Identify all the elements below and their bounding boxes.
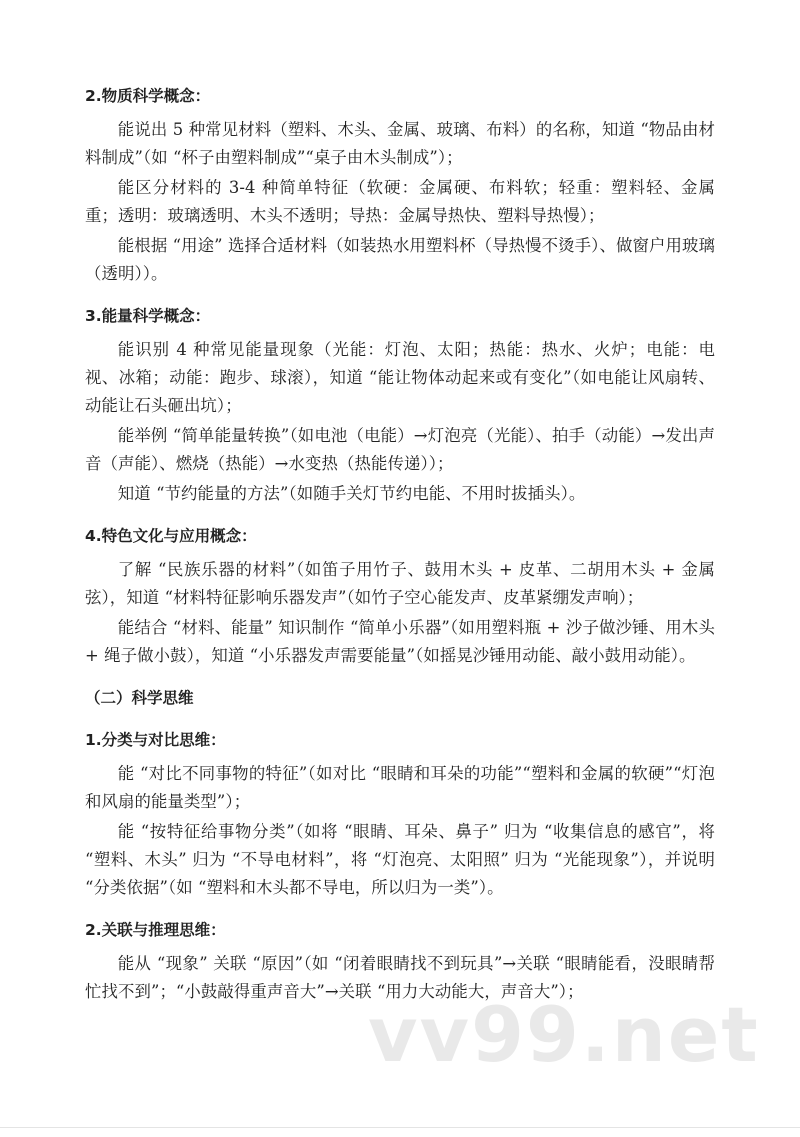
paragraph: 能举例 “简单能量转换”（如电池（电能）→灯泡亮（光能）、拍手（动能）→发出声音（声能）、燃烧（热能）→水变热（热能传递））； (85, 426, 715, 473)
paragraph: 知道 “节约能量的方法”（如随手关灯节约电能、不用时拔插头）。 (117, 484, 586, 503)
page-bottom-divider (0, 1127, 800, 1128)
section-heading: 3.能量科学概念： (85, 307, 211, 325)
section-heading: 2.关联与推理思维： (85, 921, 226, 939)
paragraph: 能 “按特征给事物分类”（如将 “眼睛、耳朵、鼻子” 归为 “收集信息的感官”，将 “塑料、木头” 归为 “不导电材料”，将 “灯泡亮、太阳照” 归为 “光能现象”），并说明 “分类依据”（如 “塑料和木头都不导电，所以归为一类”）。 (85, 822, 715, 897)
paragraph: 能 “对比不同事物的特征”（如对比 “眼睛和耳朵的功能”“塑料和金属的软硬”“灯泡和风扇的能量类型”）； (85, 764, 715, 811)
major-heading: （二）科学思维 (85, 689, 194, 707)
paragraph: 能根据 “用途” 选择合适材料（如装热水用塑料杯（导热慢不烫手）、做窗户用玻璃（透明））。 (85, 236, 715, 283)
paragraph: 能从 “现象” 关联 “原因”（如 “闭着眼睛找不到玩具”→关联 “眼睛能看，没眼睛帮忙找不到”；“小鼓敲得重声音大”→关联 “用力大动能大，声音大”）； (85, 954, 715, 1001)
document-page (85, 82, 715, 1008)
paragraph: 能识别 4 种常见能量现象（光能：灯泡、太阳；热能：热水、火炉；电能：电视、冰箱；动能：跑步、球滚），知道 “能让物体动起来或有变化”（如电能让风扇转、动能让石头砸出坑）； (85, 340, 715, 415)
paragraph: 能区分材料的 3-4 种简单特征（软硬：金属硬、布料软；轻重：塑料轻、金属重；透明：玻璃透明、木头不透明；导热：金属导热快、塑料导热慢）； (85, 178, 715, 225)
section-heading: 4.特色文化与应用概念： (85, 527, 257, 545)
section-heading: 1.分类与对比思维： (85, 731, 226, 749)
watermark: vv99.net (368, 990, 760, 1079)
paragraph: 了解 “民族乐器的材料”（如笛子用竹子、鼓用木头 + 皮革、二胡用木头 + 金属弦），知道 “材料特征影响乐器发声”（如竹子空心能发声、皮革紧绷发声响）； (85, 560, 715, 607)
paragraph: 能结合 “材料、能量” 知识制作 “简单小乐器”（如用塑料瓶 + 沙子做沙锤、用木头 + 绳子做小鼓），知道 “小乐器发声需要能量”（如摇晃沙锤用动能、敲小鼓用动能）。 (85, 618, 715, 665)
paragraph: 能说出 5 种常见材料（塑料、木头、金属、玻璃、布料）的名称，知道 “物品由材料制成”（如 “杯子由塑料制成”“桌子由木头制成”）； (85, 120, 715, 167)
section-heading: 2.物质科学概念： (85, 87, 211, 105)
